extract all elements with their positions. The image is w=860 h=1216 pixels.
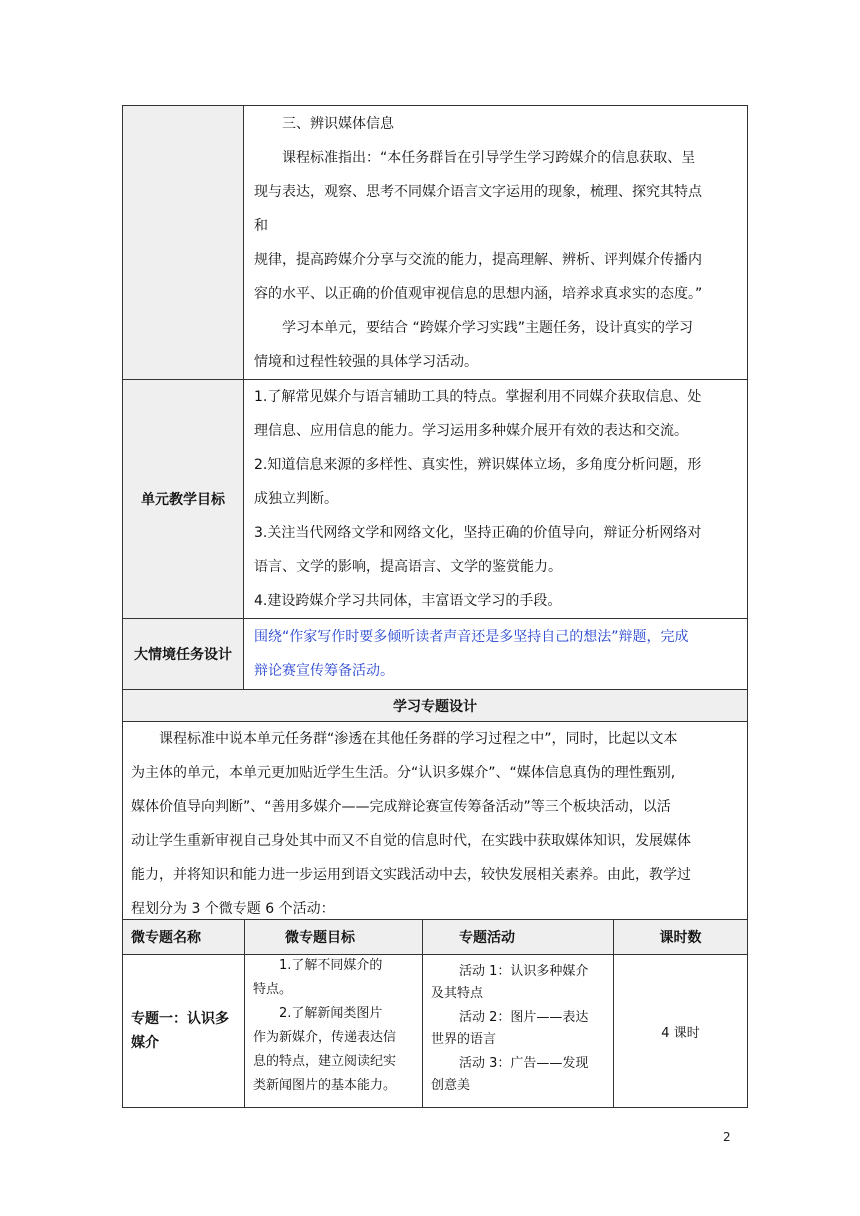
empty-label-cell (123, 106, 244, 380)
intro-line: 媒体价值导向判断”、“善用多媒介——完成辩论赛宣传筹备活动”等三个板块活动，以活 (131, 799, 671, 815)
section-three-heading: 三、辨识媒体信息 (282, 116, 394, 132)
section-three-row (123, 106, 748, 380)
topic-intro-content (123, 722, 748, 927)
big-task-content (244, 619, 748, 690)
unit-goals-label: 单元教学目标 (123, 380, 244, 619)
col-header-activity: 专题活动 (423, 920, 614, 955)
activity-text: 及其特点 (431, 986, 484, 1001)
text-line: 学习本单元，要结合 “跨媒介学习实践”主题任务，设计真实的学习 (282, 320, 693, 336)
col-header-goal: 微专题目标 (245, 920, 423, 955)
goal-text: 2.了解新闻类图片 (279, 1006, 383, 1021)
goal-line: 2.知道信息来源的多样性、真实性，辨识媒体立场，多角度分析问题，形 (254, 457, 702, 473)
text-line: 课程标准指出：“本任务群旨在引导学生学习跨媒介的信息获取、呈 (282, 150, 696, 166)
unit-goals-row (123, 380, 748, 619)
intro-line: 为主体的单元，本单元更加贴近学生生活。分“认识多媒介”、“媒体信息真伪的理性甄别, (131, 765, 676, 781)
goal-line: 理信息、应用信息的能力。学习运用多种媒介展开有效的表达和交流。 (254, 423, 688, 439)
col-header-hours: 课时数 (614, 920, 748, 955)
topic-name-cell: 专题一：认识多媒介 (123, 955, 245, 1108)
goal-line: 3.关注当代网络文学和网络文化，坚持正确的价值导向，辩证分析网络对 (254, 525, 702, 541)
goal-text: 类新闻图片的基本能力。 (253, 1078, 397, 1093)
main-table (122, 105, 748, 927)
intro-line: 能力，并将知识和能力进一步运用到语文实践活动中去，较快发展相关素养。由此，教学过 (131, 867, 691, 883)
intro-line: 程划分为 3 个微专题 6 个活动： (131, 901, 335, 917)
micro-table-row (123, 955, 748, 1108)
goal-line: 1.了解常见媒介与语言辅助工具的特点。掌握利用不同媒介获取信息、处 (254, 389, 702, 405)
micro-table-header (123, 920, 748, 955)
goal-line: 4.建设跨媒介学习共同体，丰富语文学习的手段。 (254, 593, 562, 609)
topic-hours-cell: 4 课时 (614, 955, 748, 1108)
activity-text: 活动 2：图片——表达 (459, 1010, 589, 1025)
activity-text: 活动 1：认识多种媒介 (459, 964, 589, 979)
page-number: 2 (723, 1130, 731, 1144)
big-task-row (123, 619, 748, 690)
goal-text: 作为新媒介，传递表达信 (253, 1030, 397, 1045)
section-three-content (244, 106, 748, 380)
goal-text: 1.了解不同媒介的 (279, 958, 383, 973)
intro-line: 课程标准中说本单元任务群“渗透在其他任务群的学习过程之中”，同时，比起以文本 (159, 731, 678, 747)
micro-topic-table (122, 919, 748, 1108)
unit-goals-content (244, 380, 748, 619)
topic-header-row (123, 690, 748, 722)
col-header-name: 微专题名称 (123, 920, 245, 955)
task-line: 围绕“作家写作时要多倾听读者声音还是多坚持自己的想法”辩题，完成 (254, 629, 689, 645)
task-line: 辩论赛宣传筹备活动。 (254, 663, 394, 679)
text-line: 容的水平、以正确的价值观审视信息的思想内涵，培养求真求实的态度。” (254, 286, 703, 302)
activity-text: 创意美 (431, 1078, 471, 1093)
activity-text: 世界的语言 (431, 1032, 497, 1047)
goal-text: 特点。 (253, 982, 293, 997)
topic-activities-cell (423, 955, 614, 1108)
text-line: 规律，提高跨媒介分享与交流的能力，提高理解、辨析、评判媒介传播内 (254, 252, 702, 268)
text-line: 和 (254, 218, 268, 234)
text-line: 现与表达，观察、思考不同媒介语言文字运用的现象，梳理、探究其特点 (254, 184, 702, 200)
activity-text: 活动 3：广告——发现 (459, 1056, 589, 1071)
big-task-label: 大情境任务设计 (123, 619, 244, 690)
goal-line: 成独立判断。 (254, 491, 338, 507)
topic-goals-cell (245, 955, 423, 1108)
topic-design-header: 学习专题设计 (123, 690, 748, 722)
text-line: 情境和过程性较强的具体学习活动。 (254, 354, 478, 370)
goal-text: 息的特点，建立阅读纪实 (253, 1054, 397, 1069)
intro-line: 动让学生重新审视自己身处其中而又不自觉的信息时代，在实践中获取媒体知识，发展媒体 (131, 833, 691, 849)
goal-line: 语言、文学的影响，提高语言、文学的鉴赏能力。 (254, 559, 562, 575)
topic-intro-row (123, 722, 748, 927)
